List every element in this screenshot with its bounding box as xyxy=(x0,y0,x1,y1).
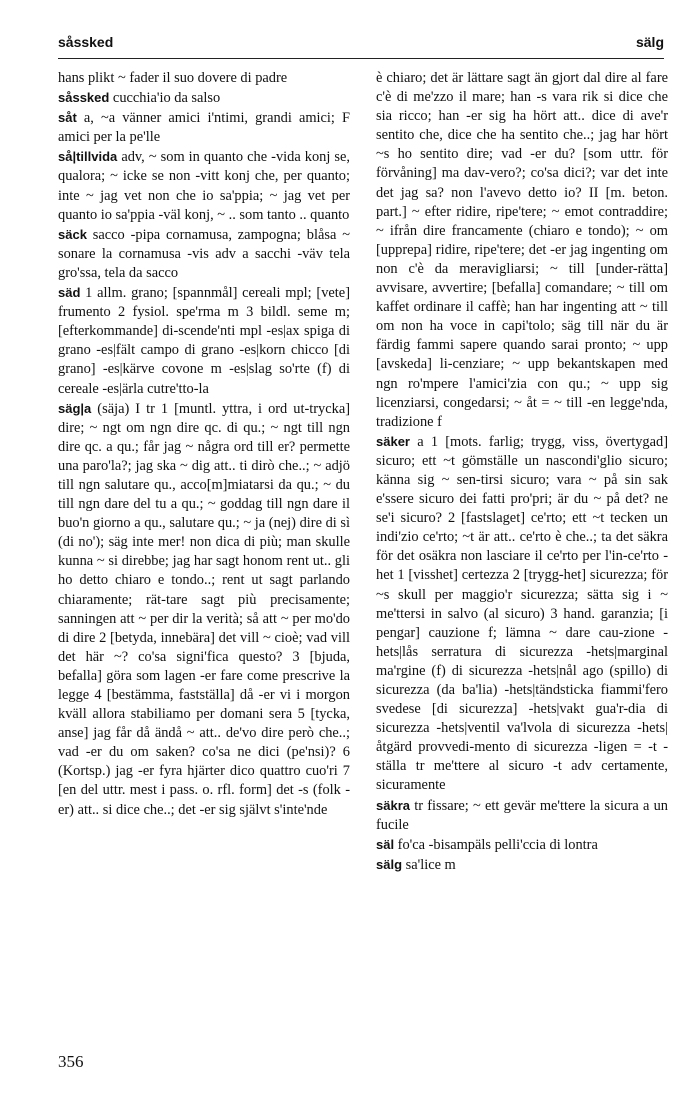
entry-headword: säker xyxy=(376,433,410,449)
entry-headword: säd xyxy=(58,285,81,301)
entry-text: cucchia'io da salso xyxy=(109,90,221,107)
entry-headword: säl xyxy=(376,836,395,852)
dictionary-entry xyxy=(58,283,350,399)
entry-text: (säja) I tr 1 [muntl. yttra, i ord ut-trycka] dire; ~ ngt om ngn dire qc. di qu.; ~ ngt till ngn dire qc. a qu.; får jag ~ några ord till er? permette una paro'la?; jag ska ~ dig att.. ti dirò che..; ~ adjö till ngn salutare qu., acco[m]miatarsi da qu.; ~ du till ngn dare del tu a qu.; ~ goddag till ngn dare il buo'n giorno a qu., salutare qu.; ~ ja (nej) dire di sì (di no'); säg inte mer! non dica di più; man skulle kunna ~ si direbbe; jag har sagt honom rent ut.. gli ho detto chiaro e tondo..; rent ut sagt parlando chiaramente; rät-tare sagt più precisamente; sanningen att ~ per dir la verità; så att ~ per mo'do di dire 2 [betyda, innebära] det vill ~ cioè; vad vill det här ~? co'sa signi'fica questo? 3 [bjuda, befalla] göra som lagen -er fare come prescrive la legge 4 [bestämma, fastställa] då -er vi i morgon kväll allora stabiliamo per domani sera 5 [tycka, anse] jag får då ändå ~ att.. de'vo dire però che..; vad -er du om saken? co'sa ne dici (pe'nsi)? 6 (Kortsp.) jag -er fyra hjärter dico quattro cuo'ri 7 [en del uttr. mest i pass. o. rfl. form] det -s (folk -er) att.. si dice che..; det -er sig självt s'inte'nde xyxy=(58,400,350,818)
dictionary-entry xyxy=(376,835,668,855)
entry-headword: säkra xyxy=(376,797,410,813)
entry-headword: såssked xyxy=(58,90,110,106)
dictionary-entry xyxy=(58,147,350,224)
header-right-guideword: sälg xyxy=(635,34,664,50)
entry-headword: så|tillvida xyxy=(58,149,118,165)
dictionary-entry xyxy=(58,108,350,147)
entry-text: tr fissare; ~ ett gevär me'ttere la sicura a un fucile xyxy=(376,797,668,833)
dictionary-entry xyxy=(58,399,350,820)
entry-text: fo'ca -bisampäls pelli'ccia di lontra xyxy=(394,836,598,853)
dictionary-entry xyxy=(376,68,668,432)
entry-text: hans plikt ~ fader il suo dovere di padre xyxy=(58,70,288,86)
dictionary-entry xyxy=(58,88,350,108)
entry-text: è chiaro; det är lättare sagt än gjort dal dire al fare c'è di me'zzo il mare; han -s vara rik si dice che sia ricco; han -er sig ha hört att.. dice di ave'r sentito che, dice che ha sentito che..; jag har hört ~s ho sentito dire; vad -er du? [som uttr. för förvåning] ma dav-vero?; co'sa dici?; var det inte det jag sa? non l'avevo detto io? II [m. beton. part.] ~ efter ridire, ripe'tere; ~ emot contraddire; ~ ifrån dire francamente (chiaro e tondo); ~ om [upprepa] ridire, ripe'tere; det -er jag ingenting om non c'è da meravigliarsi; ~ till [under-rätta] avvisare, avvertire; [befalla] comandare; ~ till om kaffet ordinare il caffè; han har ingenting att ~ till om non ha voce in capi'tolo; säg till när du är färdig fammi sapere quando sarai pronto; ~ upp [avskeda] li-cenziare; ~ upp bekantskapen med ngn ro'mpere l'amici'zia con qu.; ~ upp sig licenziarsi, congedarsi; ~ åt = ~ till -en legge'nda, tradizione f xyxy=(376,70,668,430)
entry-headword: sälg xyxy=(376,856,403,872)
entry-text: a, ~a vänner amici i'ntimi, grandi amici; F amici per la pe'lle xyxy=(58,110,350,146)
header-rule xyxy=(58,58,664,59)
entry-text: adv, ~ som in quanto che -vida konj se, qualora; ~ icke se non -vitt konj che, per quanto; inte ~ jag vet non che io sa'ppia; ~ jag vet per quanto io sa'ppia -väl konj, ~ .. som tanto .. quanto xyxy=(58,149,350,223)
dictionary-entry xyxy=(58,225,350,283)
dictionary-entry xyxy=(376,432,668,796)
entry-text: sacco -pipa cornamusa, zampogna; blåsa ~ sonare la cornamusa -vis adv a sacchi -väv tela gro'ssa, tela da sacco xyxy=(58,226,350,281)
entry-text: a 1 [mots. farlig; trygg, viss, övertygad] sicuro; ett ~t gömställe un nascondi'glio sicuro; känna sig ~ sen-tirsi sicuro; vara ~ på sin sak e'ssere sicuro dei fatti pro'pri; är du ~ på det? ne se'i sicuro? 2 [fastslaget] ce'rto; ett ~t tecken un indi'zio ce'rto; ~t är att.. ce'rto è che..; ta det säkra för det osäkra non lasciare il ce'rto per l'in-ce'rto -het 1 [visshet] certezza 2 [trygg-het] sicurezza; för ~s skull per maggio'r sicurezza; sätta sig i ~ me'ttersi in salvo (al sicuro) 3 hand. garanzia; [i pengar] cauzione f; lämna ~ dare cau-zione -hets|lås serratura di sicurezza -hets|marginal ma'rgine (f) di sicurezza -hets|nål ago (spillo) di sicurezza (da ba'lia) -hets|tändsticka fiammi'fero svedese [di sicurezza] -hets|vakt gua'r-dia di sicurezza -hets|ventil va'lvola di sicurezza -hets|åtgärd provvedi-mento di sicurezza -ligen = -t -ställa tr me'ttere al sicuro -t adv certamente, sicuramente xyxy=(376,433,668,794)
entry-headword: såt xyxy=(58,110,77,126)
entry-headword: säck xyxy=(58,226,87,242)
dictionary-entry xyxy=(376,855,668,875)
entry-headword: säg|a xyxy=(58,400,92,416)
left-column xyxy=(58,68,350,820)
page-header xyxy=(58,34,664,54)
entry-text: 1 allm. grano; [spannmål] cereali mpl; [vete] frumento 2 fysiol. spe'rma m 3 bildl. seme m; [efterkommande] di-scende'nti mpl -es|ax spiga di grano -es|fält campo di grano -es|korn chicco [di grano] -es|kärve covone m -es|slag so'rte (f) di cereale -es|ärla cutre'tto-la xyxy=(58,285,350,397)
right-column xyxy=(376,68,668,875)
entry-text: sa'lice m xyxy=(402,856,456,873)
dictionary-entry xyxy=(58,68,350,88)
page-number: 356 xyxy=(58,1052,84,1071)
header-left-guideword: såssked xyxy=(58,34,114,50)
dictionary-entry xyxy=(376,796,668,835)
